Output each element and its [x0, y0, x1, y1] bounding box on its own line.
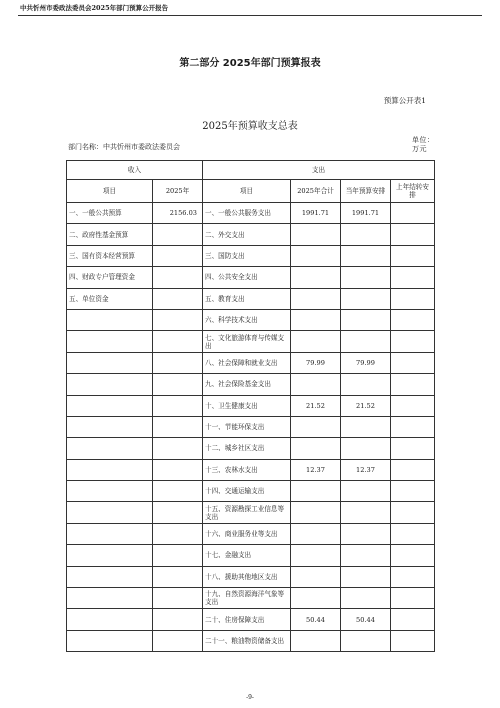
expense-item-cell: 十七、金融支出 — [203, 545, 291, 566]
expense-current-cell — [341, 523, 391, 544]
income-item-cell — [67, 630, 153, 651]
income-amount-cell — [153, 309, 203, 330]
income-item-cell: 三、国有资本经营预算 — [67, 245, 153, 266]
expense-carryover-cell — [391, 502, 435, 523]
expense-current-cell: 1991.71 — [341, 203, 391, 224]
income-item-cell — [67, 395, 153, 416]
group-header-row — [67, 161, 435, 180]
expense-item-cell: 二十一、粮油物资储备支出 — [203, 630, 291, 651]
income-item-cell: 四、财政专户管理资金 — [67, 267, 153, 288]
expense-item-cell: 三、国防支出 — [203, 245, 291, 266]
expense-total-cell: 50.44 — [291, 609, 341, 630]
expense-item-cell: 十、卫生健康支出 — [203, 395, 291, 416]
table-row — [67, 545, 435, 566]
col-header-current: 当年预算安排 — [341, 180, 391, 203]
expense-total-cell — [291, 416, 341, 437]
expense-total-cell — [291, 566, 341, 587]
expense-carryover-cell — [391, 331, 435, 352]
expense-carryover-cell — [391, 566, 435, 587]
expense-current-cell — [341, 309, 391, 330]
expense-total-cell — [291, 224, 341, 245]
income-amount-cell: 2156.03 — [153, 203, 203, 224]
income-amount-cell — [153, 438, 203, 459]
table-row — [67, 459, 435, 480]
expense-current-cell: 79.99 — [341, 352, 391, 373]
expense-item-cell: 十一、节能环保支出 — [203, 416, 291, 437]
expense-total-cell — [291, 523, 341, 544]
expense-carryover-cell — [391, 267, 435, 288]
expense-item-cell: 十九、自然资源海洋气象等支出 — [203, 588, 291, 609]
expense-item-cell: 十三、农林水支出 — [203, 459, 291, 480]
income-amount-cell — [153, 566, 203, 587]
expense-carryover-cell — [391, 245, 435, 266]
income-amount-cell — [153, 609, 203, 630]
expense-current-cell — [341, 566, 391, 587]
table-row — [67, 203, 435, 224]
expense-current-cell — [341, 438, 391, 459]
table-row — [67, 438, 435, 459]
income-amount-cell — [153, 545, 203, 566]
expense-item-cell: 一、一般公共服务支出 — [203, 203, 291, 224]
income-amount-cell — [153, 523, 203, 544]
expense-total-cell — [291, 374, 341, 395]
income-amount-cell — [153, 288, 203, 309]
expense-current-cell — [341, 245, 391, 266]
income-amount-cell — [153, 267, 203, 288]
col-header-income-amount: 2025年 — [153, 180, 203, 203]
header-rule — [18, 15, 482, 16]
expense-carryover-cell — [391, 588, 435, 609]
expense-current-cell — [341, 416, 391, 437]
expense-item-cell: 六、科学技术支出 — [203, 309, 291, 330]
income-item-cell — [67, 566, 153, 587]
table-row — [67, 395, 435, 416]
col-header-total: 2025年合计 — [291, 180, 341, 203]
expense-total-cell — [291, 331, 341, 352]
expense-carryover-cell — [391, 438, 435, 459]
table-row — [67, 609, 435, 630]
table-row — [67, 245, 435, 266]
income-amount-cell — [153, 331, 203, 352]
expense-item-cell: 二、外交支出 — [203, 224, 291, 245]
expense-current-cell — [341, 331, 391, 352]
expense-total-cell — [291, 588, 341, 609]
expense-total-cell: 12.37 — [291, 459, 341, 480]
income-item-cell: 五、单位资金 — [67, 288, 153, 309]
income-item-cell: 一、一般公共预算 — [67, 203, 153, 224]
expense-total-cell — [291, 438, 341, 459]
unit-label: 单位：万元 — [412, 136, 435, 153]
income-amount-cell — [153, 459, 203, 480]
table-row — [67, 566, 435, 587]
table-row — [67, 588, 435, 609]
expense-total-cell — [291, 545, 341, 566]
expense-carryover-cell — [391, 481, 435, 502]
income-item-cell — [67, 438, 153, 459]
expense-item-cell: 七、文化旅游体育与传媒支出 — [203, 331, 291, 352]
expense-current-cell — [341, 267, 391, 288]
expense-carryover-cell — [391, 288, 435, 309]
table-number: 预算公开表1 — [383, 96, 426, 105]
expense-carryover-cell — [391, 309, 435, 330]
table-title: 2025年预算收支总表 — [202, 121, 298, 132]
expense-carryover-cell — [391, 203, 435, 224]
income-item-cell — [67, 481, 153, 502]
expense-current-cell — [341, 545, 391, 566]
income-amount-cell — [153, 374, 203, 395]
income-item-cell — [67, 545, 153, 566]
col-header-income-item: 项目 — [67, 180, 153, 203]
expense-item-cell: 五、教育支出 — [203, 288, 291, 309]
expense-current-cell: 21.52 — [341, 395, 391, 416]
department-name: 部门名称：中共忻州市委政法委员会 — [68, 143, 180, 151]
expense-total-cell — [291, 309, 341, 330]
income-item-cell — [67, 459, 153, 480]
expense-carryover-cell — [391, 459, 435, 480]
table-row — [67, 630, 435, 651]
expense-total-cell — [291, 267, 341, 288]
expense-current-cell — [341, 502, 391, 523]
income-amount-cell — [153, 224, 203, 245]
table-row — [67, 309, 435, 330]
expense-total-cell: 79.99 — [291, 352, 341, 373]
expense-carryover-cell — [391, 224, 435, 245]
expense-item-cell: 十五、资源勘探工业信息等支出 — [203, 502, 291, 523]
expense-current-cell — [341, 288, 391, 309]
expense-carryover-cell — [391, 545, 435, 566]
income-amount-cell — [153, 395, 203, 416]
expense-total-cell — [291, 502, 341, 523]
income-amount-cell — [153, 588, 203, 609]
expense-carryover-cell — [391, 609, 435, 630]
expense-item-cell: 十八、援助其他地区支出 — [203, 566, 291, 587]
expense-carryover-cell — [391, 352, 435, 373]
expense-current-cell: 50.44 — [341, 609, 391, 630]
table-row — [67, 481, 435, 502]
income-amount-cell — [153, 245, 203, 266]
table-row — [67, 374, 435, 395]
expense-total-cell — [291, 481, 341, 502]
running-header: 中共忻州市委政法委员会2025年部门预算公开报告 — [20, 4, 169, 12]
budget-summary-table — [66, 160, 435, 652]
table-row — [67, 502, 435, 523]
expense-current-cell — [341, 630, 391, 651]
table-row — [67, 267, 435, 288]
income-item-cell — [67, 352, 153, 373]
column-header-row — [67, 180, 435, 203]
income-item-cell — [67, 588, 153, 609]
col-header-carryover: 上年结转安排 — [391, 180, 435, 203]
page-number: -9- — [246, 694, 254, 701]
part-title: 第二部分 2025年部门预算报表 — [179, 58, 321, 69]
expense-carryover-cell — [391, 416, 435, 437]
income-amount-cell — [153, 352, 203, 373]
income-item-cell — [67, 416, 153, 437]
expense-current-cell — [341, 374, 391, 395]
table-row — [67, 352, 435, 373]
expense-total-cell — [291, 288, 341, 309]
expense-total-cell — [291, 245, 341, 266]
expense-item-cell: 八、社会保障和就业支出 — [203, 352, 291, 373]
table-row — [67, 416, 435, 437]
income-amount-cell — [153, 416, 203, 437]
income-item-cell: 二、政府性基金预算 — [67, 224, 153, 245]
income-item-cell — [67, 609, 153, 630]
expense-item-cell: 二十、住房保障支出 — [203, 609, 291, 630]
expense-carryover-cell — [391, 523, 435, 544]
expense-current-cell — [341, 588, 391, 609]
income-item-cell — [67, 331, 153, 352]
expense-item-cell: 九、社会保险基金支出 — [203, 374, 291, 395]
table-row — [67, 288, 435, 309]
expense-group-header: 支出 — [203, 161, 435, 180]
income-amount-cell — [153, 481, 203, 502]
expense-current-cell: 12.37 — [341, 459, 391, 480]
expense-total-cell — [291, 630, 341, 651]
expense-carryover-cell — [391, 395, 435, 416]
income-item-cell — [67, 502, 153, 523]
expense-total-cell: 21.52 — [291, 395, 341, 416]
expense-current-cell — [341, 224, 391, 245]
expense-carryover-cell — [391, 630, 435, 651]
expense-carryover-cell — [391, 374, 435, 395]
income-amount-cell — [153, 502, 203, 523]
income-item-cell — [67, 309, 153, 330]
table-row — [67, 331, 435, 352]
expense-total-cell: 1991.71 — [291, 203, 341, 224]
expense-item-cell: 十六、商业服务业等支出 — [203, 523, 291, 544]
expense-item-cell: 十四、交通运输支出 — [203, 481, 291, 502]
expense-item-cell: 十二、城乡社区支出 — [203, 438, 291, 459]
table-row — [67, 224, 435, 245]
table-row — [67, 523, 435, 544]
expense-current-cell — [341, 481, 391, 502]
expense-item-cell: 四、公共安全支出 — [203, 267, 291, 288]
income-group-header: 收入 — [67, 161, 203, 180]
col-header-expense-item: 项目 — [203, 180, 291, 203]
income-amount-cell — [153, 630, 203, 651]
income-item-cell — [67, 523, 153, 544]
income-item-cell — [67, 374, 153, 395]
